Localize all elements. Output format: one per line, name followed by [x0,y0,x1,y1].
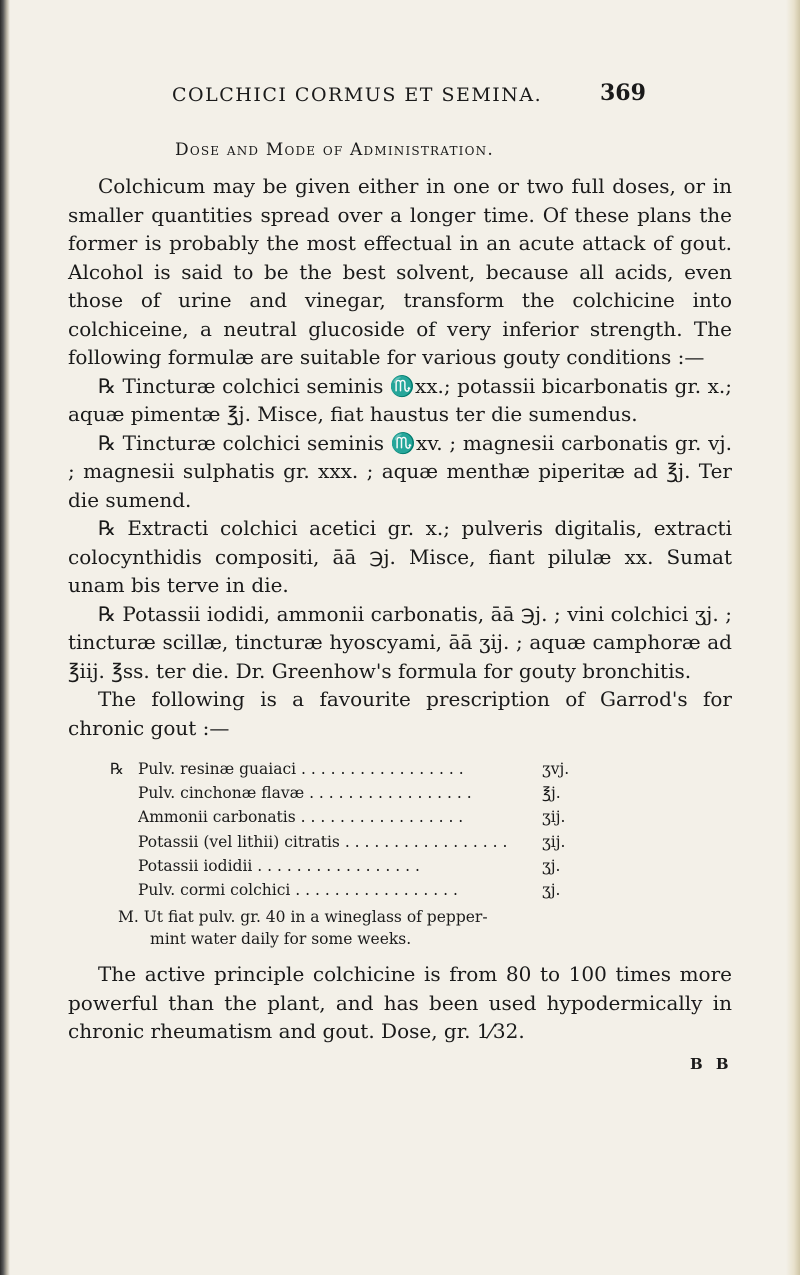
formula-row [110,878,590,902]
main-text [68,172,732,742]
directions-line-2: mint water daily for some weeks. [150,930,412,948]
formula-row [110,805,590,829]
formula-row [110,830,590,854]
formula-ingredient: Potassii (vel lithii) citratis . . . [138,830,534,854]
formula-quantity: ʒj. [534,854,590,878]
page-binding-shadow [0,0,10,1275]
formula-ingredient: Pulv. cormi colchici . . . [138,878,534,902]
formula-quantity: ʒj. [534,878,590,902]
formula-ingredient: Potassii iodidii . . . [138,854,534,878]
formula-row [110,781,590,805]
prescription-4: ℞ Potassii iodidi, ammonii carbonatis, āā ℈j. ; vini colchici ʒj. ; tincturæ scillæ, tincturæ hyoscyami, āā ʒij. ; aquæ camphoræ ad ℥iij. ℥ss. ter die. Dr. Greenhow's formula for gouty bronchitis. [68,601,732,683]
page-edge-shadow [786,0,800,1275]
formula-ingredient: Pulv. cinchonæ flavæ . . . [138,781,534,805]
running-head: COLCHICI CORMUS ET SEMINA. [172,84,543,106]
paragraph-garrod: The following is a favourite prescription of Garrod's for chronic gout :— [68,687,732,740]
formula-quantity: ʒij. [534,830,590,854]
prescription-1: ℞ Tincturæ colchici seminis ♏xx.; potassii bicarbonatis gr. x.; aquæ pimentæ ℥j. Misce, fiat haustus ter die sumendus. [68,373,732,426]
paragraph-colchicine: The active principle colchicine is from 80 to 100 times more powerful than the plant, and has been used hypodermically in chronic rheumatism and gout. Dose, gr. 1⁄32. [68,962,732,1043]
closing-text [68,960,732,1046]
directions-line-1: M. Ut fiat pulv. gr. 40 in a wineglass of pepper- [118,908,488,926]
formula-ingredient: Ammonii carbonatis . . . [138,805,534,829]
paragraph-intro: Colchicum may be given either in one or two full doses, or in smaller quantities spread over a longer time. Of these plans the former is probably the most effectual in an acute attack of gout. Alcohol is said to be the best solvent, because all acids, even those of urine and vinegar, transform the colchicine into colchiceine, a neutral glucoside of very inferior strength. The following formulæ are suitable for various gouty conditions :— [68,174,732,369]
formula-quantity: ʒvj. [534,757,590,781]
formula-row [110,854,590,878]
prescription-2: ℞ Tincturæ colchici seminis ♏xv. ; magnesii carbonatis gr. vj. ; magnesii sulphatis gr. xxx. ; aquæ menthæ piperitæ ad ℥j. Ter die sumend. [68,430,732,512]
recipe-symbol: ℞ [110,760,124,778]
section-title: Dose and Mode of Administration. [175,140,494,160]
formula-directions [118,906,638,950]
prescription-3: ℞ Extracti colchici acetici gr. x.; pulveris digitalis, extracti colocynthidis compositi, āā ℈j. Misce, fiant pilulæ xx. Sumat unam bis terve in die. [68,516,732,597]
formula-quantity: ʒij. [534,805,590,829]
signature-mark: B B [690,1055,733,1073]
garrod-formula [110,757,590,902]
page-number: 369 [600,80,646,106]
formula-row [110,757,590,781]
formula-ingredient: Pulv. resinæ guaiaci . . . [138,757,534,781]
formula-quantity: ℥j. [534,781,590,805]
